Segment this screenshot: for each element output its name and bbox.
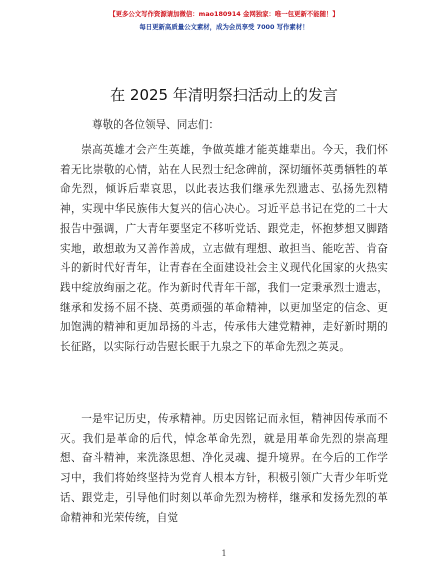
page-number: 1 (221, 549, 227, 558)
paragraph-2: 一是牢记历史，传承精神。历史因铭记而永恒，精神因传承而不灭。我们是革命的后代，悼念革命先烈，就是用革命先烈的崇高理想、奋斗精神，来洗涤思想、净化灵魂、提升境界。在今后的工作学习中，我们将始终坚持为党育人根本方针，积极引领广大青少年听党话、跟党走，引导他们时刻以革命先烈为榜样，继承和发扬先烈的革命精神和光荣传统，自觉 (60, 413, 388, 524)
promo-banner (0, 8, 448, 34)
salutation: 尊敬的各位领导、同志们： (92, 119, 220, 131)
promo-line-1: 【更多公文写作资源请加微信：mao180914 金网独家：唯一包更新不能随！】 (109, 10, 339, 18)
paragraph-1: 崇高英雄才会产生英雄，争做英雄才能英雄辈出。今天，我们怀着无比崇敬的心情，站在人民烈士纪念碑前，深切缅怀英勇牺牲的革命先烈，倾诉后辈哀思，以此表达我们继承先烈遗志、弘扬先烈精神，实现中华民族伟大复兴的信心决心。习近平总书记在党的二十大报告中强调，广大青年要坚定不移听党话、跟党走，怀抱梦想又脚踏实地，敢想敢为又善作善成，立志做有理想、敢担当、能吃苦、肯奋斗的新时代好青年，让青春在全面建设社会主义现代化国家的火热实践中绽放绚丽之花。作为新时代青年干部，我们一定秉承烈士遗志，继承和发扬不屈不挠、英勇顽强的革命精神，以更加坚定的信念、更加饱满的精神和更加昂扬的斗志，传承伟大建党精神，走好新时期的长征路，以实际行动告慰长眠于九泉之下的革命先烈之英灵。 (60, 144, 388, 354)
document-title: 在 2025 年清明祭扫活动上的发言 (110, 86, 338, 104)
promo-line-2: 每日更新高质量公文素材，成为会员享受 7000 写作素材！ (139, 23, 309, 31)
